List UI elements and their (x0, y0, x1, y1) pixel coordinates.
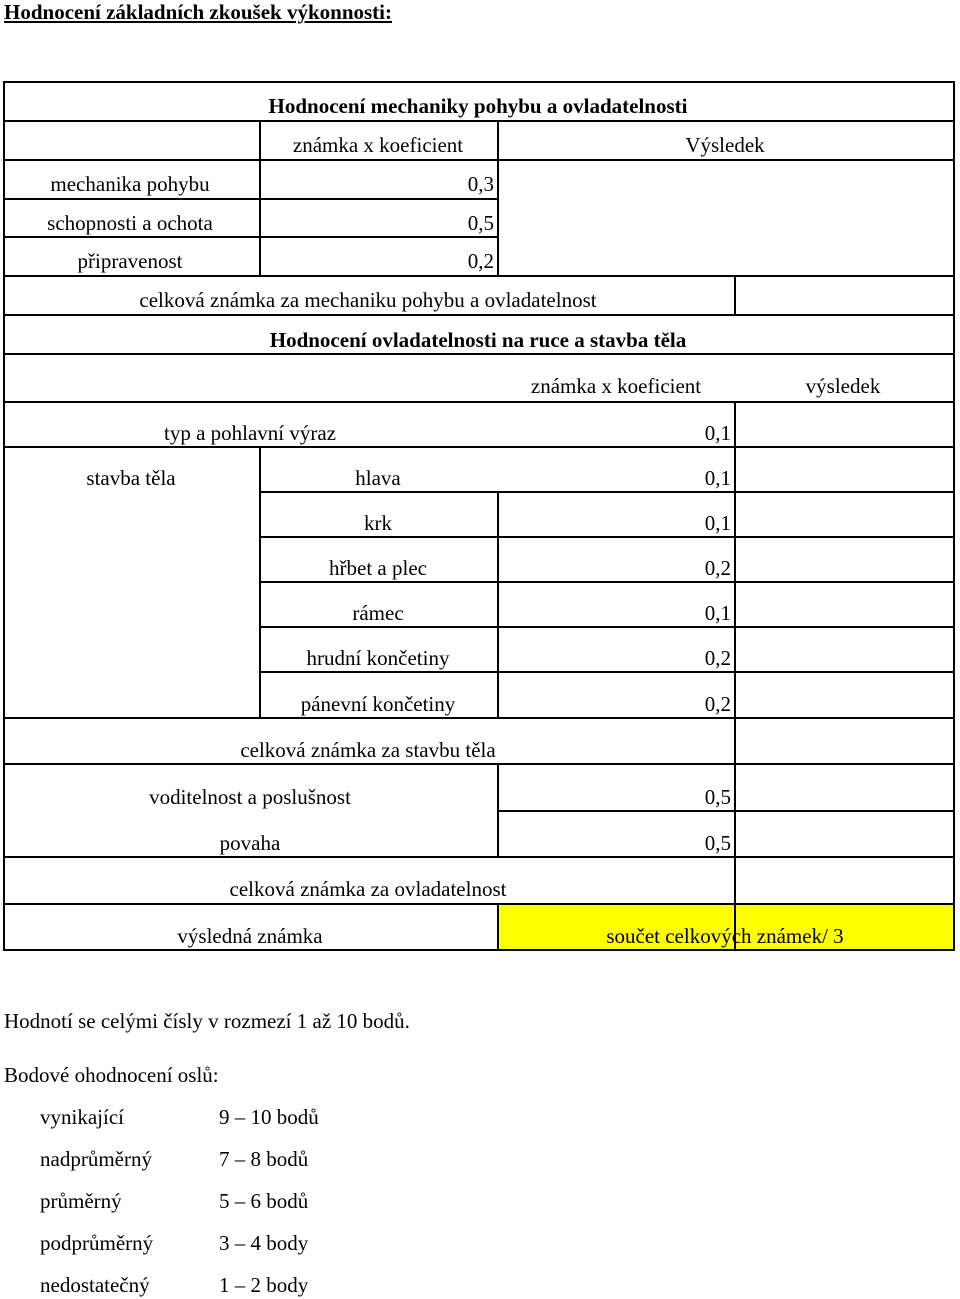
stavba-row-coef: 0,1 (704, 466, 731, 490)
stavba-row-label: hlava (355, 466, 401, 490)
stavba-row-label: krk (364, 511, 392, 535)
section2-coef-header: známka x koeficient (530, 374, 702, 398)
row-label: připravenost (77, 249, 183, 273)
scale-label: podprůměrný (40, 1231, 154, 1255)
stavba-total-label: celková známka za stavbu těla (240, 738, 496, 762)
section1-total-label: celková známka za mechaniku pohybu a ovladatelnost (139, 288, 597, 312)
typ-coef: 0,1 (704, 421, 731, 445)
row-coef: 0,5 (467, 211, 494, 235)
scale-points: 3 – 4 body (219, 1231, 309, 1255)
stavba-row-coef: 0,1 (704, 511, 731, 535)
scale-points: 9 – 10 bodů (219, 1105, 319, 1129)
scale-heading: Bodové ohodnocení oslů: (4, 1063, 219, 1087)
scale-label: průměrný (40, 1189, 122, 1213)
scale-label: vynikající (40, 1105, 124, 1129)
ovladatelnost-total-label: celková známka za ovladatelnost (229, 877, 507, 901)
stavba-row-label: hrudní končetiny (306, 646, 450, 670)
row-label: mechanika pohybu (50, 172, 210, 196)
typ-label: typ a pohlavní výraz (163, 421, 337, 445)
povaha-coef: 0,5 (704, 831, 731, 855)
section1-result-header: Výsledek (685, 133, 765, 157)
voditelnost-label: voditelnost a poslušnost (149, 785, 351, 809)
section2-result-header: výsledek (805, 374, 881, 398)
stavba-row-label: hřbet a plec (329, 556, 427, 580)
row-coef: 0,3 (467, 172, 494, 196)
row-coef: 0,2 (467, 249, 494, 273)
section1-heading: Hodnocení mechaniky pohybu a ovladatelnosti (268, 94, 688, 118)
section1-coef-header: známka x koeficient (292, 133, 464, 157)
scale-points: 7 – 8 bodů (219, 1147, 309, 1171)
section2-heading: Hodnocení ovladatelnosti na ruce a stavba těla (269, 328, 687, 352)
scale-points: 5 – 6 bodů (219, 1189, 309, 1213)
scale-label: nedostatečný (40, 1273, 150, 1297)
stavba-row-label: pánevní končetiny (300, 692, 456, 716)
povaha-label: povaha (219, 831, 281, 855)
stavba-row-coef: 0,2 (704, 692, 731, 716)
scoring-note: Hodnotí se celými čísly v rozmezí 1 až 10 bodů. (4, 1009, 410, 1033)
scale-points: 1 – 2 body (219, 1273, 309, 1297)
page-title: Hodnocení základních zkoušek výkonnosti: (4, 0, 393, 24)
voditelnost-coef: 0,5 (704, 785, 731, 809)
stavba-row-coef: 0,2 (704, 646, 731, 670)
stavba-row-label: rámec (352, 601, 404, 625)
stavba-label: stavba těla (86, 466, 176, 490)
final-grade-label: výsledná známka (177, 924, 323, 948)
final-grade-value: součet celkových známek/ 3 (606, 924, 844, 948)
stavba-row-coef: 0,2 (704, 556, 731, 580)
stavba-row-coef: 0,1 (704, 601, 731, 625)
row-label: schopnosti a ochota (47, 211, 213, 235)
scale-label: nadprůměrný (40, 1147, 152, 1171)
